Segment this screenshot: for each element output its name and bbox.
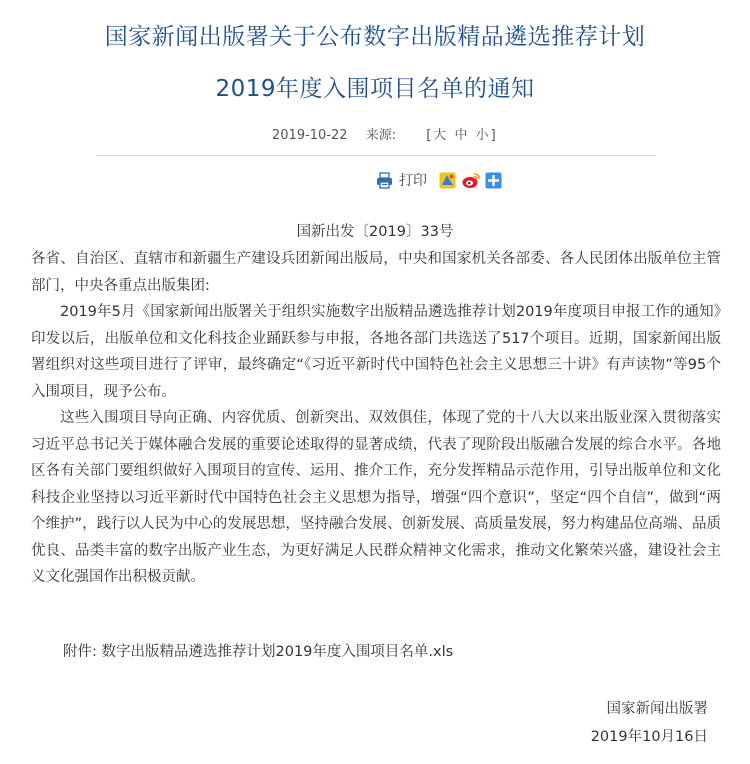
attachment-label: 附件: xyxy=(63,644,97,660)
attachment-line xyxy=(63,640,453,661)
body-paragraph-2: 这些入围项目导向正确、内容优质、创新突出、双效俱佳，体现了党的十八大以来出版业深入贯彻落实习近平总书记关于媒体融合发展的重要论述取得的显著成绩，代表了现阶段出版融合发展的综合水平。各地区各有关部门要组织做好入围项目的宣传、运用、推介工作，充分发挥精品示范作用，引导出版单位和文化科技企业坚持以习近平新时代中国特色社会主义思想为指导，增强“四个意识”，坚定“四个自信”，做到“两个维护”，践行以人民为中心的发展思想，坚持融合发展、创新发展、高质量发展，努力构建品位高端、品质优良、品类丰富的数字出版产业生态，为更好满足人民群众精神文化需求，推动文化繁荣兴盛，建设社会主义文化强国作出积极贡献。 xyxy=(31,410,721,585)
font-size-control[interactable]: [大 中 小] xyxy=(426,128,498,143)
share-toolbar xyxy=(376,169,508,191)
article-meta xyxy=(272,124,512,143)
print-link[interactable]: 打印 xyxy=(399,173,427,189)
attachment-link[interactable]: 数字出版精品遴选推荐计划2019年度入围项目名单.xls xyxy=(101,644,454,660)
share-site-icon[interactable] xyxy=(439,172,456,189)
body-paragraph-1: 2019年5月《国家新闻出版署关于组织实施数字出版精品遴选推荐计划2019年度项目申报工作的通知》印发以后，出版单位和文化科技企业踊跃参与申报，各地各部门共选送了517个项目。近期，国家新闻出版署组织对这些项目进行了评审，最终确定“《习近平新时代中国特色社会主义思想三十讲》有声读物”等95个入围项目，现予公布。 xyxy=(31,304,721,400)
signature-date: 2019年10月16日 xyxy=(590,729,708,745)
document-body xyxy=(31,246,721,591)
article-title-line-2: 2019年度入围项目名单的通知 xyxy=(215,76,535,102)
signature-organization: 国家新闻出版署 xyxy=(606,701,708,717)
publish-date: 2019-10-22 xyxy=(272,128,348,143)
source-label: 来源: xyxy=(365,128,397,143)
printer-icon[interactable] xyxy=(376,172,393,189)
weibo-icon[interactable] xyxy=(462,172,479,189)
header-divider xyxy=(96,155,656,156)
article-title-line-1: 国家新闻出版署关于公布数字出版精品遴选推荐计划 xyxy=(104,24,646,50)
document-number: 国新出发〔2019〕33号 xyxy=(296,224,454,240)
salutation-paragraph: 各省、自治区、直辖市和新疆生产建设兵团新闻出版局，中央和国家机关各部委、各人民团体出版单位主管部门，中央各重点出版集团: xyxy=(31,251,721,294)
more-share-icon[interactable] xyxy=(485,172,502,189)
